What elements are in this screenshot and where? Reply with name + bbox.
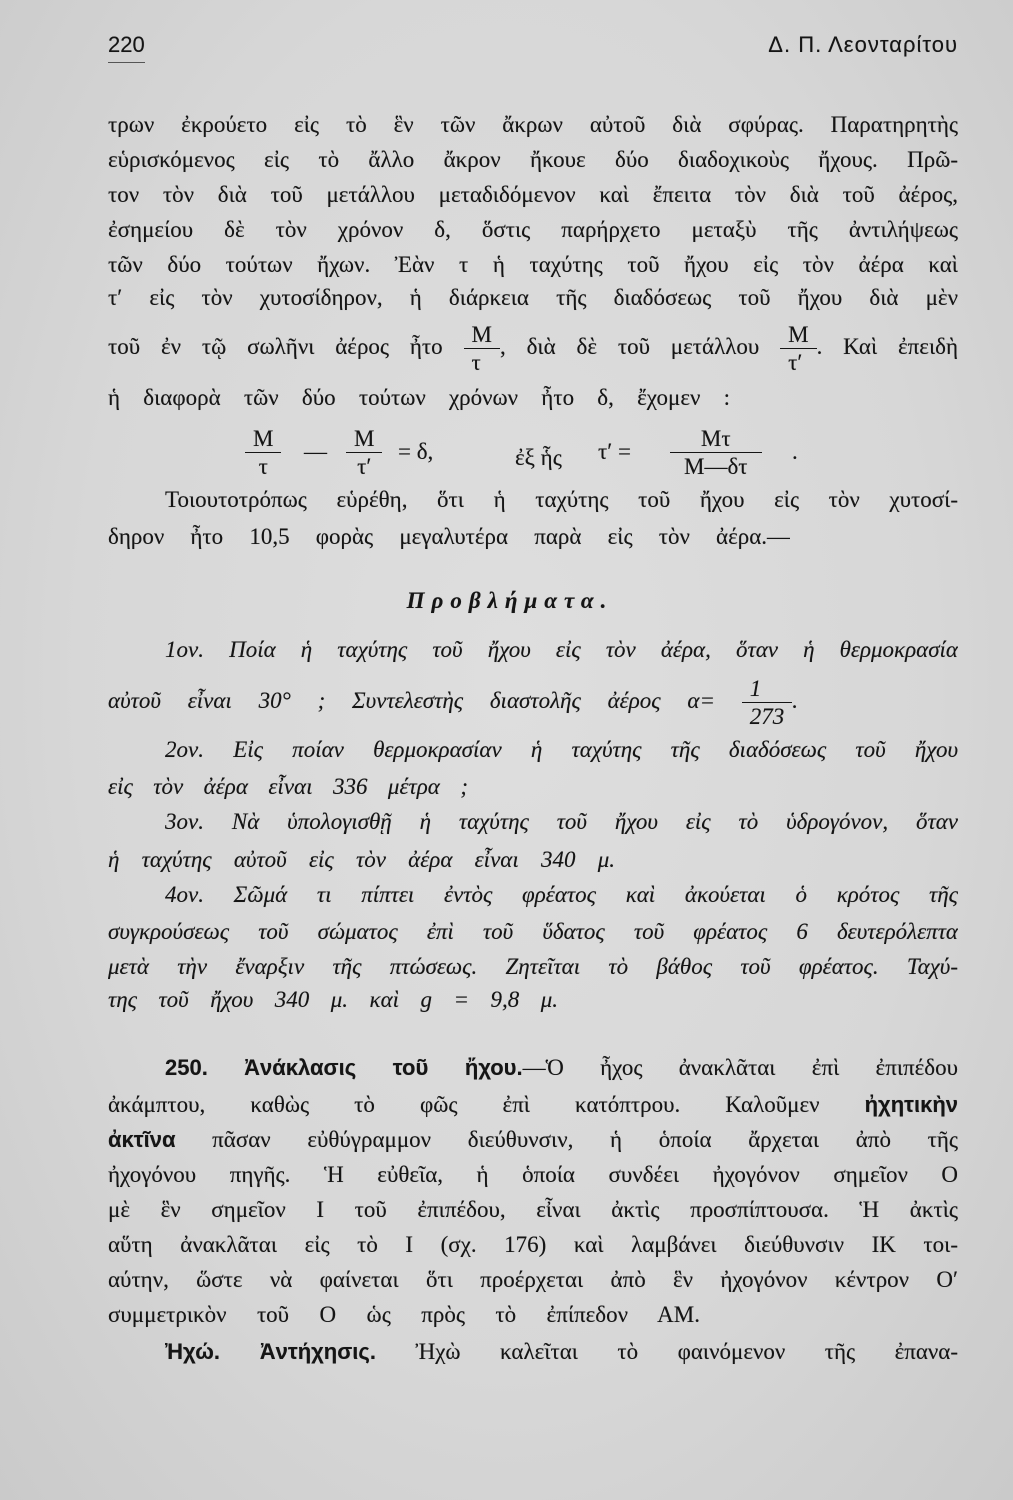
text-line: τῶν δύο τούτων ἤχων. Ἐὰν τ ἡ ταχύτης τοῦ ἤχου εἰς τὸν ἀέρα καὶ bbox=[108, 252, 958, 277]
equation-from-which: ἐξ ἧς bbox=[515, 445, 562, 470]
defined-term: ἠχητικὴν bbox=[864, 1092, 958, 1117]
problem-number: 2ον. bbox=[165, 737, 204, 762]
section-250-first-line bbox=[165, 1051, 958, 1085]
echo-line bbox=[165, 1335, 958, 1369]
fraction-one-over-273 bbox=[742, 675, 793, 730]
fraction-denominator: τ′ bbox=[346, 452, 382, 480]
problem-4-line: της τοῦ ἤχου 340 μ. καὶ g = 9,8 μ. bbox=[108, 987, 558, 1012]
section-title: Ἀνάκλασις τοῦ ἤχου. bbox=[244, 1055, 523, 1080]
problem-number: 1ον. bbox=[165, 637, 204, 662]
problem-text: αὐτοῦ εἶναι 30° ; Συντελεστὴς διαστολῆς ἀέρος α= bbox=[108, 688, 715, 713]
section-text: πᾶσαν εὐθύγραμμον διεύθυνσιν, ἡ ὁποία ἄρχεται ἀπὸ τῆς bbox=[212, 1127, 958, 1152]
section-250-line: αύτην, ὥστε νὰ φαίνεται ὅτι προέρχεται ἀπὸ ἓν ἠχογόνον κέντρον Ο′ bbox=[108, 1267, 958, 1292]
problem-text: Σῶμά τι πίπτει ἐντὸς φρέατος καὶ ἀκούεται ὁ κρότος τῆς bbox=[233, 882, 958, 907]
equation-minus: — bbox=[304, 439, 327, 464]
text-line: εὑρισκόμενος εἰς τὸ ἄλλο ἄκρον ἤκουε δύο διαδοχικοὺς ἤχους. Πρῶ- bbox=[108, 147, 958, 172]
problem-text: Εἰς ποίαν θερμοκρασίαν ἡ ταχύτης τῆς διαδόσεως τοῦ ἤχου bbox=[233, 737, 958, 762]
problem-1-line-with-fraction bbox=[108, 670, 798, 732]
text-line: τρων ἐκρούετο εἰς τὸ ἓν τῶν ἄκρων αὐτοῦ διὰ σφύρας. Παρατηρητὴς bbox=[108, 112, 958, 137]
problem-text: Ποία ἡ ταχύτης τοῦ ἤχου εἰς τὸν ἀέρα, ὅταν ἡ θερμοκρασία bbox=[229, 637, 958, 662]
fraction-numerator: M bbox=[471, 322, 492, 348]
section-250-line: μὲ ἓν σημεῖον Ι τοῦ ἐπιπέδου, εἶναι ἀκτὶς προσπίπτουσα. Ἡ ἀκτὶς bbox=[108, 1197, 958, 1222]
problem-4-line: συγκρούσεως τοῦ σώματος ἐπὶ τοῦ ὕδατος τοῦ φρέατος 6 δευτερόλεπτα bbox=[108, 919, 958, 944]
text-line: ἡ διαφορὰ τῶν δύο τούτων χρόνων ἦτο δ, ἔχομεν : bbox=[108, 385, 730, 410]
equation bbox=[0, 420, 1013, 484]
fraction-denominator: τ bbox=[245, 452, 281, 480]
fraction-numerator: 1 bbox=[749, 676, 762, 702]
text-segment: , διὰ δὲ τοῦ μετάλλου bbox=[499, 334, 760, 359]
section-250-line bbox=[108, 1123, 958, 1157]
echo-text: Ἠχὼ καλεῖται τὸ φαινόμενον τῆς ἐπανα- bbox=[415, 1339, 958, 1364]
text-segment: τοῦ ἐν τῷ σωλῆνι ἀέρος ἦτο bbox=[108, 334, 443, 359]
fraction-m-over-tau-prime bbox=[780, 321, 816, 376]
problems-heading: Προβλήματα. bbox=[406, 588, 614, 613]
problem-text: Νὰ ὑπολογισθῇ ἡ ταχύτης τοῦ ἤχου εἰς τὸ ὑδρογόνον, ὅταν bbox=[231, 809, 958, 834]
page-number: 220 bbox=[108, 28, 145, 63]
equation-lhs: τ′ = bbox=[598, 439, 631, 464]
fraction-m-over-tau bbox=[464, 321, 500, 376]
echo-title: Ἠχώ. Ἀντήχησις. bbox=[165, 1339, 376, 1364]
problem-1-line bbox=[165, 633, 958, 667]
equation-result bbox=[670, 420, 762, 484]
running-head: Δ. Π. Λεονταρίτου bbox=[768, 32, 958, 57]
fraction-denominator: τ bbox=[464, 348, 500, 376]
equation-term-2 bbox=[346, 420, 382, 484]
fraction-numerator: Mτ bbox=[700, 425, 731, 451]
section-250-line: συμμετρικὸν τοῦ Ο ὡς πρὸς τὸ ἐπίπεδον ΑΜ. bbox=[108, 1302, 700, 1327]
section-number: 250. bbox=[165, 1055, 208, 1080]
section-text: —Ὁ ἦχος ἀνακλᾶται ἐπὶ ἐπιπέδου bbox=[522, 1055, 958, 1080]
section-250-line: ἠχογόνου πηγῆς. Ἡ εὐθεῖα, ἡ ὁποία συνδέει ἠχογόνον σημεῖον Ο bbox=[108, 1162, 958, 1187]
text-segment: . Καὶ ἐπειδὴ bbox=[816, 334, 958, 359]
problem-3-line: ἡ ταχύτης αὐτοῦ εἰς τὸν ἀέρα εἶναι 340 μ. bbox=[108, 847, 615, 872]
text-line: δηρον ἦτο 10,5 φορὰς μεγαλυτέρα παρὰ εἰς τὸν ἀέρα.— bbox=[108, 524, 790, 549]
text-line: ἐσημείου δὲ τὸν χρόνον δ, ὅστις παρήρχετο μεταξὺ τῆς ἀντιλήψεως bbox=[108, 217, 958, 242]
fraction-numerator: M bbox=[354, 425, 375, 451]
problem-2-line bbox=[165, 733, 958, 767]
section-text: ἀκάμπτου, καθὼς τὸ φῶς ἐπὶ κατόπτρου. Καλοῦμεν bbox=[108, 1092, 820, 1117]
defined-term: ἀκτῖνα bbox=[108, 1127, 176, 1152]
fraction-denominator: τ′ bbox=[780, 348, 816, 376]
equation-term-1 bbox=[245, 420, 281, 484]
problem-4-line: μετὰ τὴν ἔναρξιν τῆς πτώσεως. Ζητεῖται τὸ βάθος τοῦ φρέατος. Ταχύ- bbox=[108, 954, 958, 979]
text-line: Τοιουτοτρόπως εὑρέθη, ὅτι ἡ ταχύτης τοῦ ἤχου εἰς τὸν χυτοσί- bbox=[165, 487, 958, 512]
section-250-line bbox=[108, 1088, 958, 1122]
problem-2-line: εἰς τὸν ἀέρα εἶναι 336 μέτρα ; bbox=[108, 774, 468, 799]
problem-4-line bbox=[165, 878, 958, 912]
fraction-denominator: M—δτ bbox=[670, 452, 762, 480]
equation-period: . bbox=[792, 439, 798, 464]
equation-equals-delta: = δ, bbox=[398, 439, 434, 464]
fraction-numerator: M bbox=[788, 322, 809, 348]
problem-text: . bbox=[792, 688, 798, 713]
section-250-line: αὕτη ἀνακλᾶται εἰς τὸ Ι (σχ. 176) καὶ λαμβάνει διεύθυνσιν ΙΚ τοι- bbox=[108, 1232, 958, 1257]
text-line: τον τὸν διὰ τοῦ μετάλλου μεταδιδόμενον καὶ ἔπειτα τὸν διὰ τοῦ ἀέρος, bbox=[108, 182, 958, 207]
fraction-denominator: 273 bbox=[742, 702, 793, 730]
text-line-with-fractions bbox=[108, 316, 958, 378]
problem-number: 3ον. bbox=[165, 809, 204, 834]
fraction-numerator: M bbox=[253, 425, 274, 451]
problem-number: 4ον. bbox=[165, 882, 204, 907]
problem-3-line bbox=[165, 805, 958, 839]
text-line: τ′ εἰς τὸν χυτοσίδηρον, ἡ διάρκεια τῆς διαδόσεως τοῦ ἤχου διὰ μὲν bbox=[108, 285, 958, 310]
